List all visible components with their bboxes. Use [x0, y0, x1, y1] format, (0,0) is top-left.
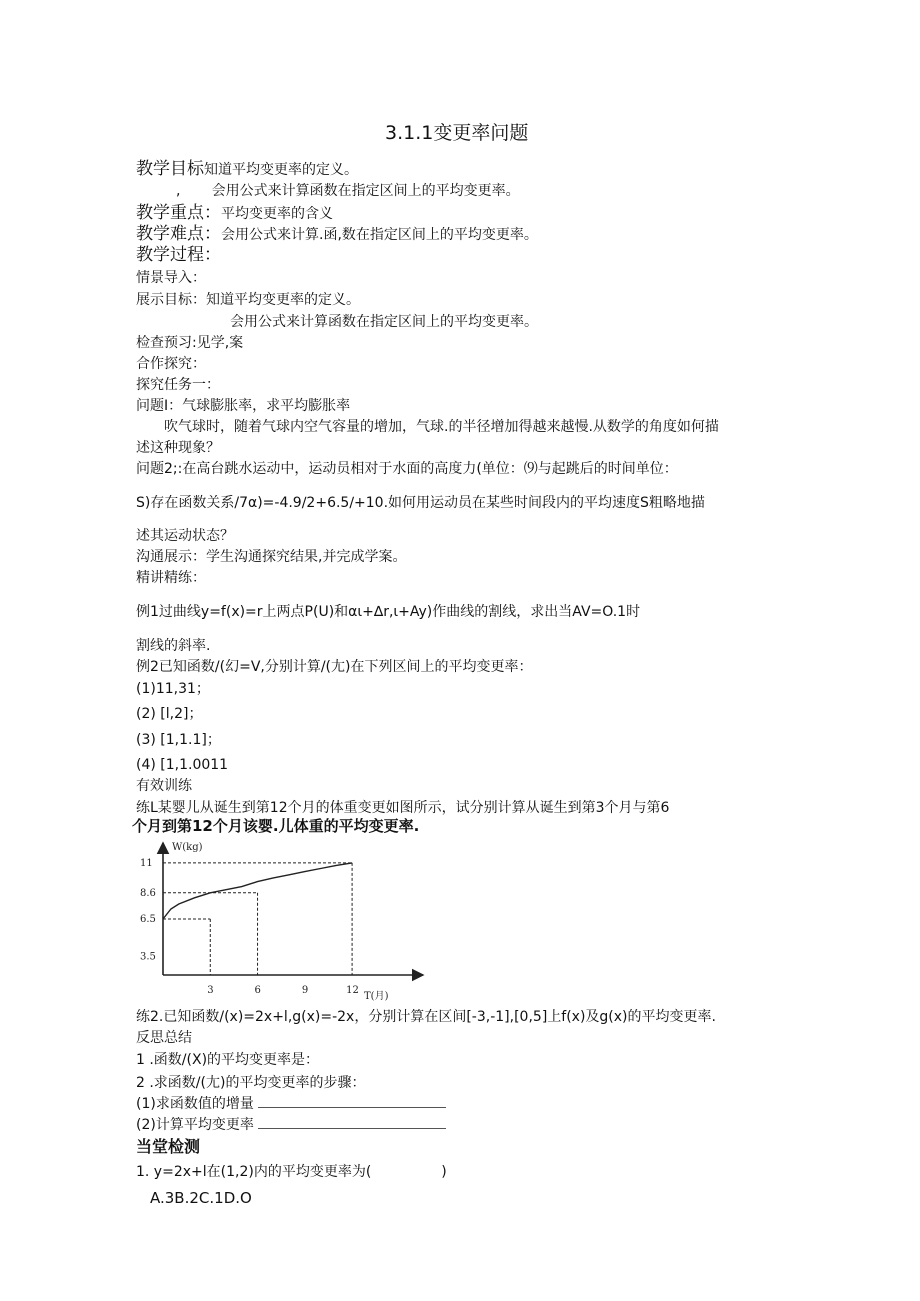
x-tick-label: 12: [346, 985, 359, 996]
example-two-item-3: (3) [1,1.1]；: [136, 732, 221, 748]
teaching-goals-line2: 会用公式来计算函数在指定区间上的平均变更率。: [211, 183, 520, 199]
x-axis-label: T(月): [364, 991, 389, 1002]
difficulty-text: 会用公式来计算.函,数在指定区间上的平均变更率。: [221, 227, 538, 243]
show-goals-line2: 会用公式来计算函数在指定区间上的平均变更率。: [230, 314, 538, 330]
cooperation: 合作探究：: [136, 356, 206, 372]
summary-step-2: [136, 1116, 446, 1134]
effective-training: 有效训练: [136, 778, 192, 794]
chart-guide-lines: [163, 863, 352, 975]
x-tick-label: 3: [207, 985, 214, 996]
reflect-summary: 反思总结: [136, 1030, 192, 1046]
quiz-question-1-close: ): [441, 1164, 447, 1180]
question-one-body2: 述这种现象？: [136, 440, 220, 456]
weight-chart: [132, 833, 432, 1003]
example-two-item-4: (4) [1,1.0011: [136, 757, 229, 773]
task-one: 探究任务一：: [136, 377, 220, 393]
key-point: [136, 204, 333, 223]
example-two-item-1: (1)11,31；: [136, 681, 210, 697]
question-two-line3: 述其运动状态？: [136, 528, 234, 544]
example-one-line2: 割线的斜率.: [136, 638, 211, 654]
teaching-goals-label: 教学目标: [136, 159, 204, 179]
drill-one-line1: 练L某婴儿从诞生到第12个月的体重变更如图所示，试分别计算从诞生到第3个月与第6: [136, 800, 670, 816]
key-point-label: 教学重点：: [136, 203, 221, 223]
quiz-question-1: [136, 1163, 447, 1181]
y-tick-label: 6.5: [140, 913, 156, 925]
teaching-goals: [136, 160, 358, 179]
question-one-body1: 吹气球时，随着气球内空气容量的增加，气球.的半径增加得越来越慢.从数学的角度如何描: [164, 419, 719, 435]
example-one-line1: 例1过曲线y=f(x)=r上两点P(U)和αι+∆r,ι+Ay)作曲线的割线，求出当AV=O.1时: [136, 604, 641, 620]
example-two: 例2已知函数/(幻=V,分别计算/(尢)在下列区间上的平均变更率：: [136, 659, 533, 675]
y-axis-label: W(kg): [172, 842, 203, 853]
y-tick-label: 11: [140, 857, 153, 869]
summary-item-2: 2 .求函数/(尢)的平均变更率的步骤：: [136, 1075, 366, 1091]
difficulty-label: 教学难点：: [136, 224, 221, 244]
scene-intro: 情景导入：: [136, 270, 206, 286]
drill-two: 练2.已知函数/(x)=2x+l,g(x)=-2x，分别计算在区间[-3,-1],[0,5]上f(x)及g(x)的平均变更率.: [136, 1009, 716, 1025]
question-two-line1: 问题2;:在高台跳水运动中，运动员相对于水面的高度力(单位：⑼与起跳后的时间单位：: [136, 461, 678, 477]
teaching-goals-comma: ,: [176, 183, 181, 199]
summary-step-1: [136, 1095, 446, 1113]
quiz-label: 当堂检测: [136, 1137, 201, 1156]
summary-step-1-text: (1)求函数值的增量: [136, 1096, 254, 1112]
check-preview: 检查预习:见学,案: [136, 335, 244, 351]
quiz-options: A.3B.2C.1D.O: [150, 1189, 252, 1207]
x-tick-label: 6: [254, 985, 261, 996]
show-goals-line1: 展示目标：知道平均变更率的定义。: [136, 292, 360, 308]
summary-step-2-text: (2)计算平均变更率: [136, 1117, 254, 1133]
y-tick-label: 3.5: [140, 951, 156, 963]
key-point-text: 平均变更率的含义: [221, 206, 333, 222]
example-two-item-2: (2) [l,2]；: [136, 706, 203, 722]
communicate: 沟通展示：学生沟通探究结果,并完成学案。: [136, 549, 407, 565]
difficulty: [136, 225, 538, 244]
practice-label: 精讲精练：: [136, 570, 206, 586]
drill-one-line2: 个月到第12个月该婴.儿体重的平均变更率.: [132, 817, 420, 835]
summary-item-1: 1 .函数/(X)的平均变更率是：: [136, 1052, 320, 1068]
teaching-goals-line1: 知道平均变更率的定义。: [204, 162, 358, 178]
question-two-line2: S)存在函数关系/7α)=-4.9∕2+6.5∕+10.如何用运动员在某些时间段内的平均速度S粗略地描: [136, 495, 705, 511]
teaching-goals-line2-row: [176, 182, 520, 200]
summary-step-2-blank[interactable]: [258, 1116, 446, 1129]
x-tick-label: 9: [301, 985, 309, 996]
y-tick-label: 8.6: [140, 887, 156, 899]
page-title: 3.1.1变更率问题: [385, 122, 529, 144]
summary-step-1-blank[interactable]: [258, 1095, 446, 1108]
quiz-question-1-text: 1. y=2x+l在(1,2)内的平均变更率为(: [136, 1164, 372, 1180]
question-one: 问题I：气球膨胀率，求平均膨胀率: [136, 398, 351, 414]
process-label: 教学过程：: [136, 245, 221, 265]
